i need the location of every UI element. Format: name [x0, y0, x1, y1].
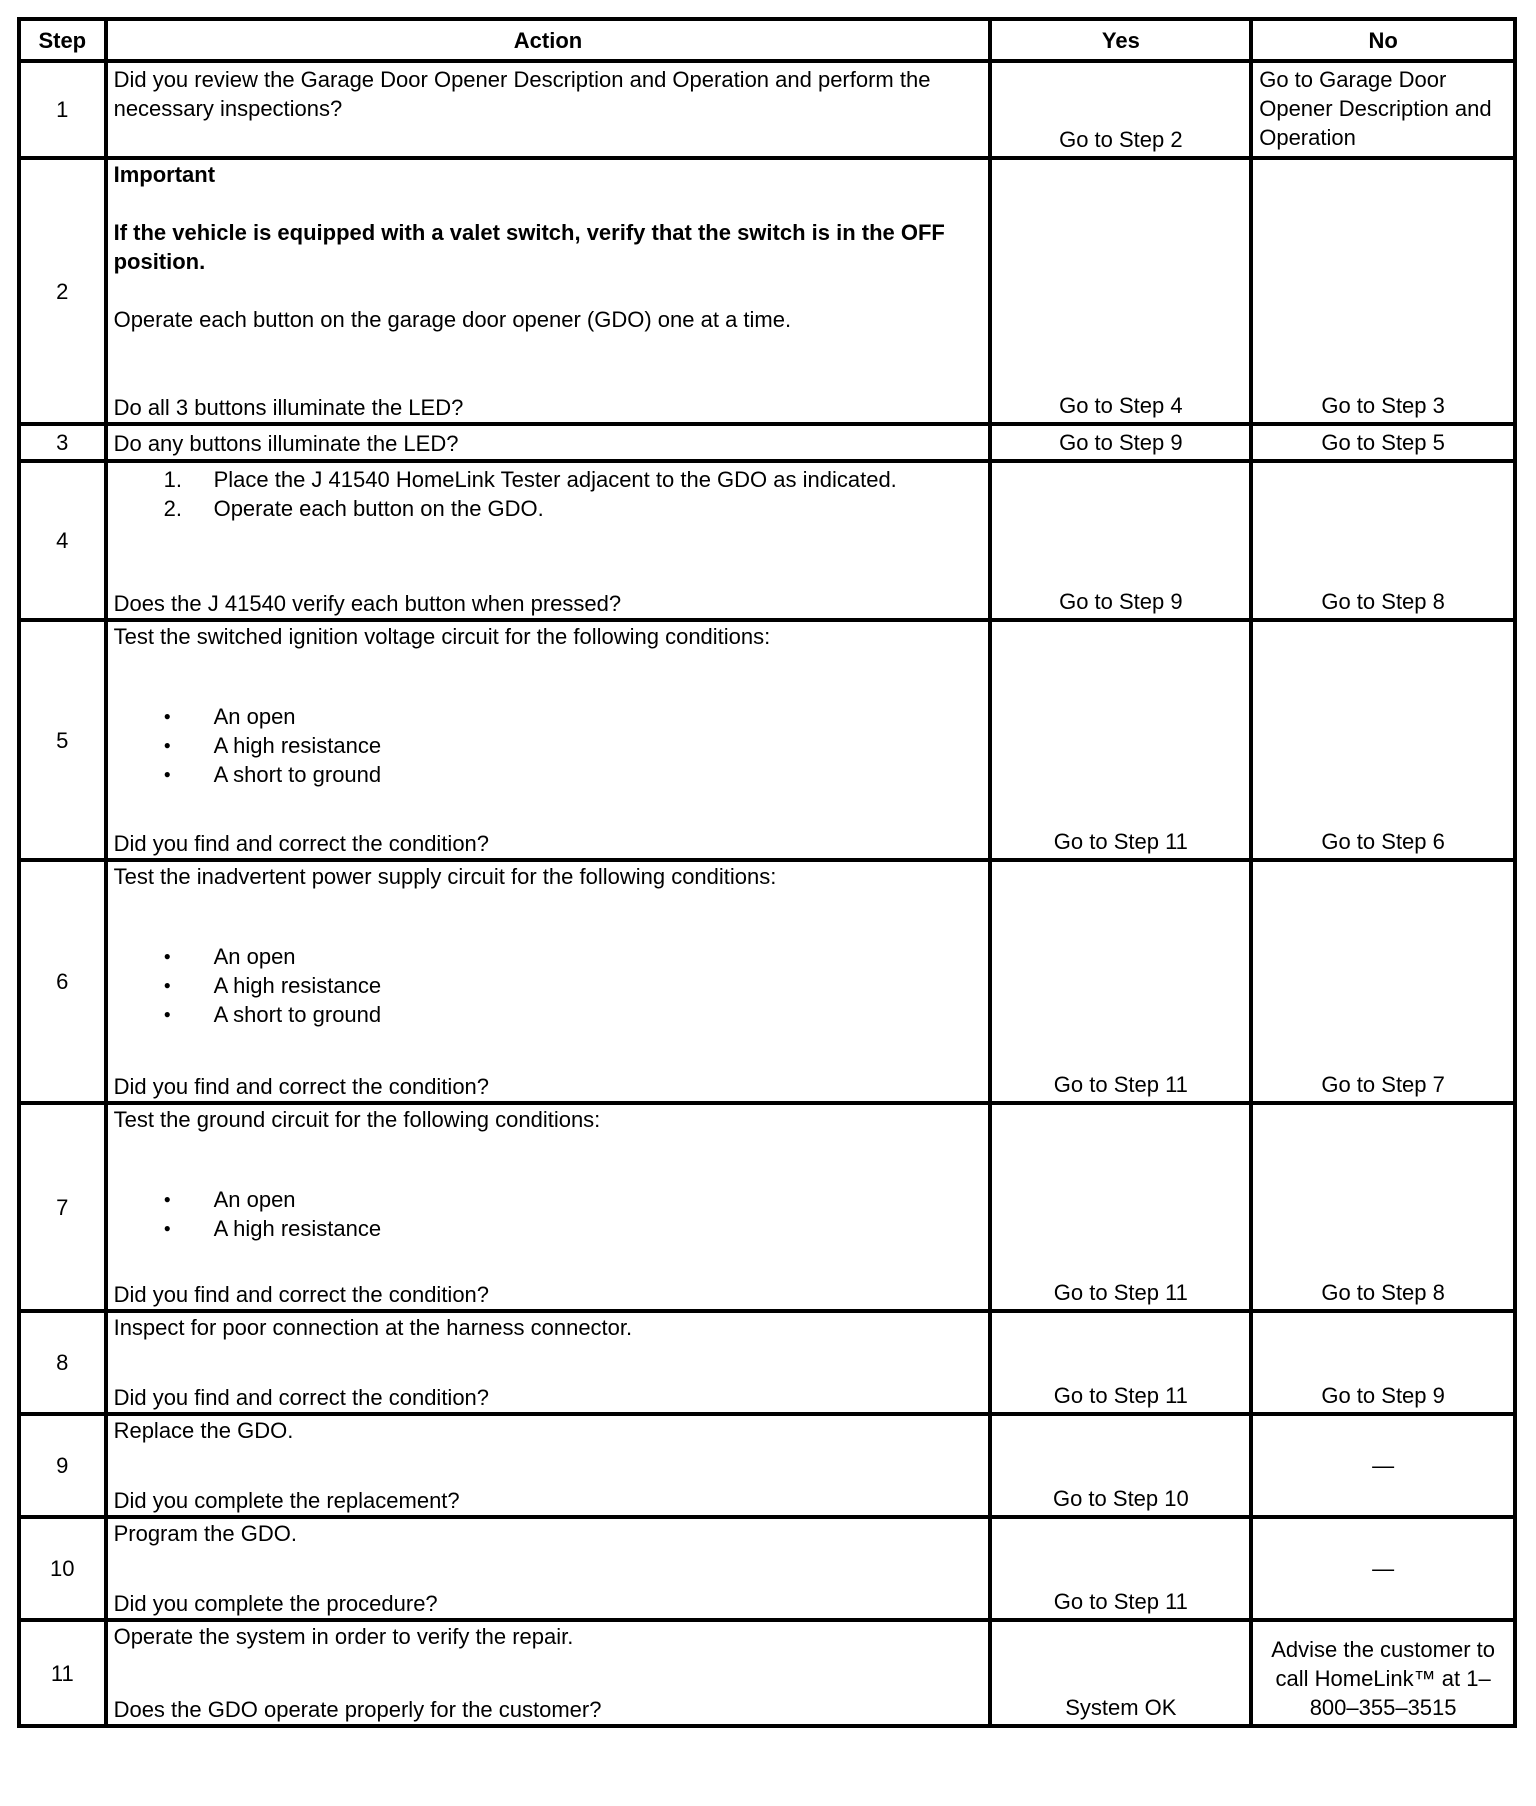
- instruction-text: Did you review the Garage Door Opener Description and Operation and perform the necessary inspections?: [113, 67, 931, 121]
- action-cell: [106, 1517, 991, 1620]
- header-step: Step: [19, 19, 106, 61]
- question-text: Does the GDO operate properly for the customer?: [113, 1697, 602, 1722]
- no-result: Go to Step 8: [1251, 461, 1515, 620]
- step-number: 5: [19, 620, 106, 860]
- no-result: Go to Step 5: [1251, 424, 1515, 461]
- action-content: [114, 63, 983, 156]
- step-number: 6: [19, 860, 106, 1103]
- question-text: Did you complete the procedure?: [113, 1591, 438, 1616]
- yes-result: Go to Step 4: [990, 158, 1251, 424]
- question-text: Do all 3 buttons illuminate the LED?: [113, 395, 464, 420]
- condition-list: [114, 702, 983, 789]
- no-result: Advise the customer to call HomeLink™ at 1–800–355–3515: [1251, 1620, 1515, 1726]
- step-number: 3: [19, 424, 106, 461]
- list-item-text: An open: [213, 1187, 296, 1212]
- question-text: Did you find and correct the condition?: [113, 1074, 490, 1099]
- action-cell: [106, 1311, 991, 1414]
- table-row: [19, 424, 1515, 461]
- action-cell: [106, 1103, 991, 1311]
- action-content: [114, 426, 983, 458]
- step-number: 4: [19, 461, 106, 620]
- step-number: 1: [19, 61, 106, 158]
- action-cell: [106, 424, 991, 461]
- question-text: Did you find and correct the condition?: [113, 831, 490, 856]
- question-text: Does the J 41540 verify each button when pressed?: [113, 591, 622, 616]
- table-row: [19, 61, 1515, 158]
- action-content: [114, 1622, 983, 1724]
- list-item-text: A short to ground: [213, 1002, 382, 1027]
- step-number: 11: [19, 1620, 106, 1726]
- instruction-text: Operate each button on the garage door opener (GDO) one at a time.: [113, 307, 792, 332]
- yes-result: Go to Step 11: [990, 860, 1251, 1103]
- important-note: If the vehicle is equipped with a valet switch, verify that the switch is in the OFF position.: [113, 220, 945, 274]
- table-row: [19, 1103, 1515, 1311]
- list-item-text: A high resistance: [213, 973, 382, 998]
- header-row: [19, 19, 1515, 61]
- table-row: [19, 1620, 1515, 1726]
- header-yes: Yes: [990, 19, 1251, 61]
- condition-list: [114, 1185, 983, 1243]
- diagnostic-table: [17, 17, 1517, 1728]
- list-item-text: An open: [213, 704, 296, 729]
- no-result: Go to Garage Door Opener Description and Operation: [1251, 61, 1515, 158]
- action-content: [114, 1105, 983, 1309]
- yes-result: Go to Step 11: [990, 620, 1251, 860]
- action-content: [114, 1519, 983, 1618]
- list-item: [114, 1214, 983, 1243]
- table-row: [19, 1311, 1515, 1414]
- list-number: 1.: [163, 467, 182, 492]
- no-result: —: [1251, 1517, 1515, 1620]
- question-text: Did you find and correct the condition?: [113, 1282, 490, 1307]
- no-result: Go to Step 6: [1251, 620, 1515, 860]
- step-number: 8: [19, 1311, 106, 1414]
- no-result: Go to Step 3: [1251, 158, 1515, 424]
- action-content: [114, 862, 983, 1101]
- condition-list: [114, 942, 983, 1029]
- step-number: 7: [19, 1103, 106, 1311]
- list-item: [114, 1000, 983, 1029]
- table-row: [19, 461, 1515, 620]
- yes-result: Go to Step 11: [990, 1103, 1251, 1311]
- no-result: Go to Step 8: [1251, 1103, 1515, 1311]
- action-cell: [106, 620, 991, 860]
- list-item: [114, 731, 983, 760]
- list-item: [114, 760, 983, 789]
- yes-result: Go to Step 11: [990, 1311, 1251, 1414]
- question-text: Did you find and correct the condition?: [113, 1385, 490, 1410]
- yes-result: Go to Step 2: [990, 61, 1251, 158]
- procedure-list: [114, 465, 983, 523]
- list-item: [114, 942, 983, 971]
- action-content: [114, 622, 983, 858]
- step-number: 10: [19, 1517, 106, 1620]
- action-cell: [106, 1620, 991, 1726]
- table-row: [19, 158, 1515, 424]
- list-item-text: A short to ground: [213, 762, 382, 787]
- table-row: [19, 620, 1515, 860]
- instruction-text: Inspect for poor connection at the harness connector.: [113, 1315, 633, 1340]
- table-row: [19, 860, 1515, 1103]
- action-cell: [106, 461, 991, 620]
- important-note: Important: [113, 162, 216, 187]
- yes-result: System OK: [990, 1620, 1251, 1726]
- action-cell: [106, 61, 991, 158]
- no-result: Go to Step 9: [1251, 1311, 1515, 1414]
- action-cell: [106, 860, 991, 1103]
- yes-result: Go to Step 10: [990, 1414, 1251, 1517]
- action-content: [114, 1313, 983, 1412]
- action-cell: [106, 158, 991, 424]
- list-item: [114, 1185, 983, 1214]
- table-row: [19, 1414, 1515, 1517]
- yes-result: Go to Step 9: [990, 424, 1251, 461]
- list-item: [114, 465, 983, 494]
- table-row: [19, 1517, 1515, 1620]
- action-cell: [106, 1414, 991, 1517]
- instruction-text: Program the GDO.: [113, 1521, 297, 1546]
- instruction-text: Replace the GDO.: [113, 1418, 294, 1443]
- instruction-text: Test the ground circuit for the following conditions:: [113, 1107, 601, 1132]
- step-number: 9: [19, 1414, 106, 1517]
- yes-result: Go to Step 9: [990, 461, 1251, 620]
- list-item: [114, 971, 983, 1000]
- step-number: 2: [19, 158, 106, 424]
- instruction-text: Operate the system in order to verify the repair.: [113, 1624, 574, 1649]
- list-item-text: Operate each button on the GDO.: [213, 496, 544, 521]
- question-text: Did you complete the replacement?: [113, 1488, 460, 1513]
- list-item: [114, 494, 983, 523]
- no-result: —: [1251, 1414, 1515, 1517]
- header-no: No: [1251, 19, 1515, 61]
- list-item-text: Place the J 41540 HomeLink Tester adjacent to the GDO as indicated.: [213, 467, 897, 492]
- list-item-text: A high resistance: [213, 733, 382, 758]
- list-number: 2.: [163, 496, 182, 521]
- list-item: [114, 702, 983, 731]
- list-item-text: A high resistance: [213, 1216, 382, 1241]
- list-item-text: An open: [213, 944, 296, 969]
- action-content: [114, 463, 983, 618]
- question-text: Do any buttons illuminate the LED?: [113, 431, 459, 456]
- action-content: [114, 1416, 983, 1515]
- header-action: Action: [106, 19, 991, 61]
- no-result: Go to Step 7: [1251, 860, 1515, 1103]
- action-content: [114, 160, 983, 422]
- instruction-text: Test the switched ignition voltage circuit for the following conditions:: [113, 624, 771, 649]
- yes-result: Go to Step 11: [990, 1517, 1251, 1620]
- instruction-text: Test the inadvertent power supply circuit for the following conditions:: [113, 864, 777, 889]
